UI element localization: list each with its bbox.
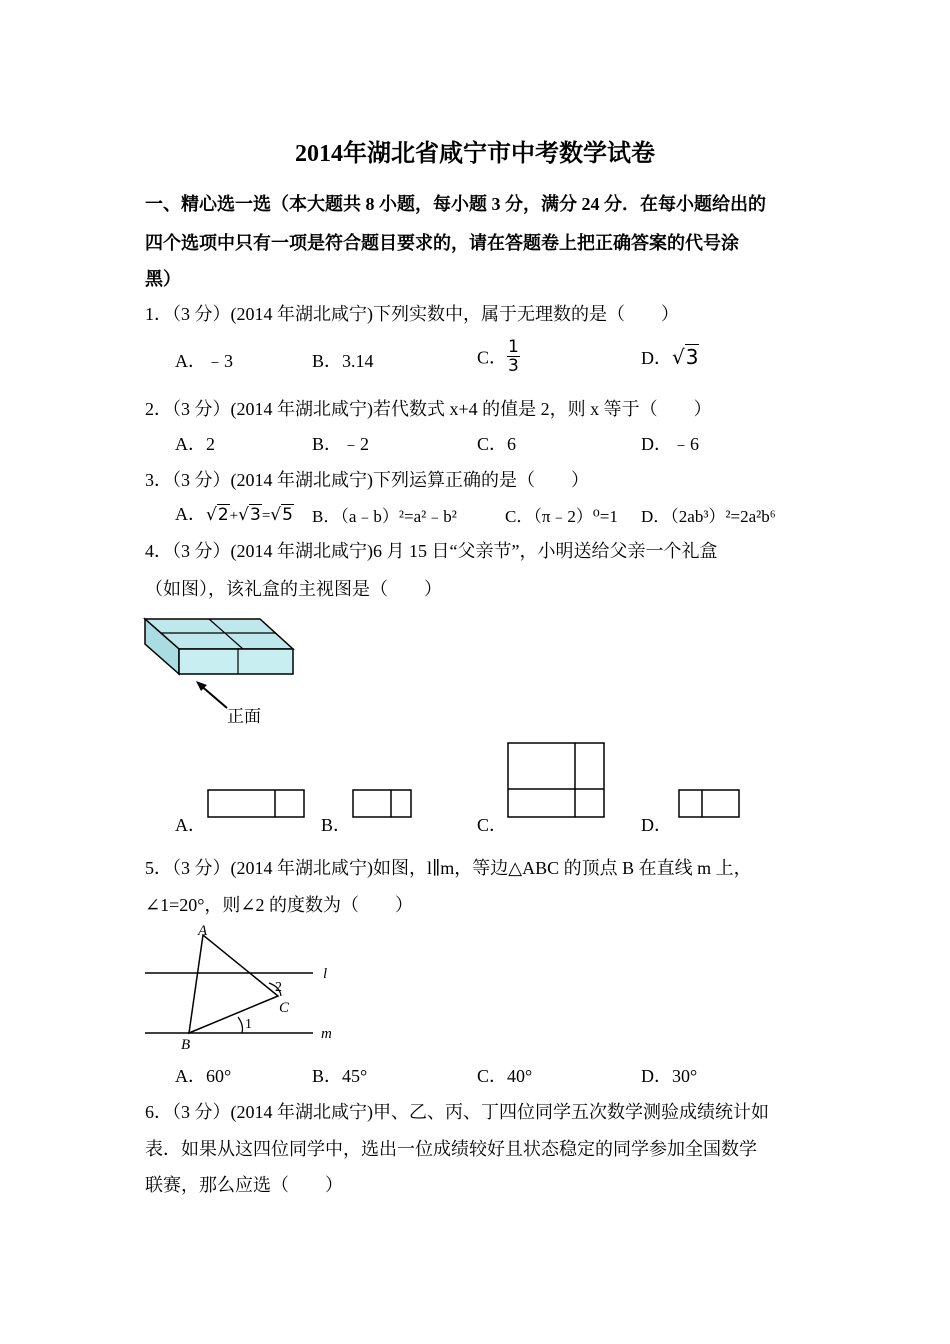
q4-option-b-figure [352, 789, 412, 819]
sqrt-five: √5 [270, 505, 293, 525]
section-heading-line2: 四个选项中只有一项是符合题目要求的，请在答题卷上把正确答案的代号涂 [145, 233, 739, 253]
q4-option-a-figure [207, 789, 305, 819]
q1-option-d-label: D． [641, 348, 672, 368]
line-label-m: m [321, 1026, 332, 1042]
question-3-stem: 3．（3 分）(2014 年湖北咸宁)下列运算正确的是（ ） [145, 470, 589, 490]
q4-option-b-label: B． [321, 815, 352, 835]
q5-option-b: B．45° [312, 1066, 368, 1086]
q2-option-c: C．6 [477, 434, 517, 454]
sqrt-two: √2 [206, 505, 229, 525]
q5-option-a: A．60° [175, 1066, 232, 1086]
line-label-l: l [323, 966, 328, 982]
plus-sign: + [229, 508, 239, 524]
vertex-label-a: A [198, 923, 208, 939]
fraction-numerator: 1 [508, 337, 519, 357]
q1-option-b: B．3.14 [312, 351, 374, 371]
section-heading-line1: 一、精心选一选（本大题共 8 小题，每小题 3 分，满分 24 分．在每小题给出的 [145, 194, 766, 214]
q1-option-c [477, 338, 520, 375]
question-4-stem-line1: 4．（3 分）(2014 年湖北咸宁)6 月 15 日“父亲节”，小明送给父亲一个礼盒 [145, 541, 718, 561]
gift-box-figure [143, 617, 303, 687]
sqrt-three: √3 [672, 345, 699, 369]
q3-option-d: D．（2ab³）²=2a²b⁶ [641, 507, 776, 526]
q3-option-a-label: A． [175, 504, 206, 524]
angle-label-1: 1 [245, 1017, 252, 1032]
question-5-stem-line1: 5．（3 分）(2014 年湖北咸宁)如图，l∥m，等边△ABC 的顶点 B 在直线 m 上， [145, 858, 752, 878]
q4-option-d-label: D． [641, 815, 672, 835]
q5-option-c: C．40° [477, 1066, 533, 1086]
q3-option-a [175, 500, 294, 526]
radicand: 3 [249, 505, 261, 525]
equals-sign: = [261, 508, 271, 524]
triangle-parallel-lines-figure [143, 921, 343, 1051]
q4-option-a-label: A． [175, 815, 206, 835]
angle-label-2: 2 [275, 980, 282, 995]
section-heading-line3: 黑） [145, 269, 181, 289]
vertex-label-c: C [279, 1000, 290, 1016]
q5-option-d: D．30° [641, 1066, 698, 1086]
front-label: 正面 [227, 707, 261, 727]
radicand: 2 [217, 505, 229, 525]
sqrt-three: √3 [238, 505, 261, 525]
q1-option-d [641, 344, 699, 370]
vertex-label-b: B [181, 1037, 191, 1053]
fraction-one-third [507, 338, 520, 375]
q2-option-d: D．﹣6 [641, 434, 699, 454]
radicand: 5 [282, 505, 293, 525]
page-title: 2014年湖北省咸宁市中考数学试卷 [295, 141, 655, 167]
q4-option-c-figure [507, 742, 605, 818]
question-4-stem-line2: （如图），该礼盒的主视图是（ ） [145, 579, 442, 599]
fraction-denominator: 3 [508, 356, 519, 376]
q4-option-d-figure [678, 789, 740, 819]
q1-option-a: A．﹣3 [175, 351, 233, 371]
question-6-stem-line2: 表．如果从这四位同学中，选出一位成绩较好且状态稳定的同学参加全国数学 [145, 1139, 757, 1159]
radicand: 3 [685, 345, 699, 369]
q4-option-c-label: C． [477, 815, 508, 835]
q3-option-b: B．（a﹣b）²=a²﹣b² [312, 507, 457, 526]
question-1-stem: 1．（3 分）(2014 年湖北咸宁)下列实数中，属于无理数的是（ ） [145, 304, 679, 324]
q2-option-a: A．2 [175, 434, 215, 454]
question-5-stem-line2: ∠1=20°，则∠2 的度数为（ ） [145, 895, 414, 915]
question-6-stem-line1: 6．（3 分）(2014 年湖北咸宁)甲、乙、丙、丁四位同学五次数学测验成绩统计如 [145, 1102, 769, 1122]
question-6-stem-line3: 联赛，那么应选（ ） [145, 1175, 343, 1195]
q2-option-b: B．﹣2 [312, 434, 370, 454]
question-2-stem: 2．（3 分）(2014 年湖北咸宁)若代数式 x+4 的值是 2，则 x 等于（ ） [145, 399, 712, 419]
q3-option-c: C．（π﹣2）⁰=1 [505, 507, 618, 526]
q1-option-c-label: C． [477, 347, 508, 368]
